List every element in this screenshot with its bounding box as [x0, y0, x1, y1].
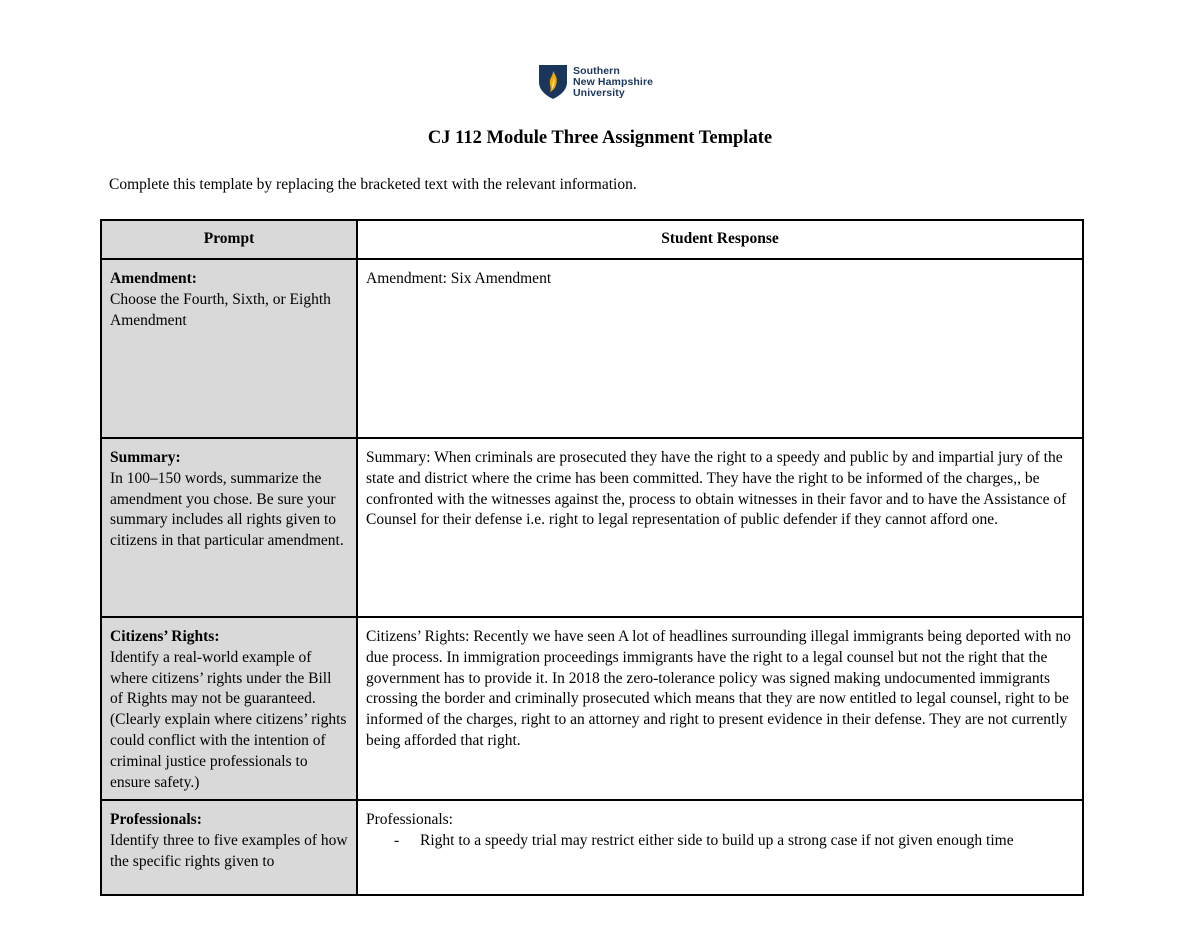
prompt-title: Professionals: — [110, 811, 202, 828]
prompt-text: Choose the Fourth, Sixth, or Eighth Amendment — [110, 290, 331, 329]
table-header-row — [101, 220, 1083, 259]
response-text: Amendment: Six Amendment — [366, 270, 552, 287]
logo-line-3: University — [573, 86, 625, 99]
response-cell[interactable] — [357, 617, 1083, 800]
prompt-cell — [101, 800, 357, 895]
logo-line-2: New Hampshire — [573, 75, 654, 88]
response-cell[interactable] — [357, 800, 1083, 895]
table-row-amendment — [101, 259, 1083, 438]
prompt-column-header: Prompt — [101, 220, 357, 259]
prompt-cell — [101, 617, 357, 800]
prompt-text: Identify a real-world example of where citizens’ rights under the Bill of Rights may not be guaranteed. (Clearly explain where citizens’ rights could conflict with the intention of criminal justice professionals to ensure safety.) — [110, 648, 347, 791]
response-text: Citizens’ Rights: Recently we have seen A lot of headlines surrounding illegal immigrants being deported with no due process. In immigration proceedings immigrants have the right to a legal counsel but not the right that the government has to provide it. In 2018 the zero-tolerance policy was signed making undocumented immigrants crossing the border and criminally prosecuted which means that they are now entitled to legal counsel, right to be informed of the charges, right to an attorney and right to present evidence in their defense. They are not currently being afforded that right. — [366, 628, 1071, 749]
response-cell[interactable] — [357, 438, 1083, 617]
prompt-title: Summary: — [110, 449, 181, 466]
prompt-text: In 100–150 words, summarize the amendment you chose. Be sure your summary includes all rights given to citizens in that particular amendment. — [110, 469, 344, 550]
response-text: Summary: When criminals are prosecuted they have the right to a speedy and public by and impartial jury of the state and district where the crime has been committed. They have the right to be informed of the charges,, be confronted with the witnesses against the, process to obtain witnesses in their favor and to have the Assistance of Counsel for their defense i.e. right to legal representation of public defender if they cannot afford one. — [366, 449, 1067, 529]
prompt-cell — [101, 259, 357, 438]
university-logo — [538, 64, 653, 100]
table-row-professionals — [101, 800, 1083, 895]
document-title: CJ 112 Module Three Assignment Template — [427, 128, 773, 148]
prompt-title: Citizens’ Rights: — [110, 628, 220, 645]
prompt-text: Identify three to five examples of how the specific rights given to — [110, 831, 348, 870]
list-item — [394, 831, 1074, 852]
response-column-header: Student Response — [357, 220, 1083, 259]
prompt-cell — [101, 438, 357, 617]
prompt-title: Amendment: — [110, 270, 197, 287]
table-row-citizens-rights — [101, 617, 1083, 800]
instruction-text: Complete this template by replacing the bracketed text with the relevant information. — [109, 176, 637, 193]
assignment-table — [100, 219, 1084, 896]
list-item-text: Right to a speedy trial may restrict either side to build up a strong case if not given enough time — [420, 831, 1014, 849]
table-row-summary — [101, 438, 1083, 617]
response-list — [366, 831, 1074, 852]
logo-line-1: Southern — [573, 64, 620, 77]
response-cell[interactable] — [357, 259, 1083, 438]
flame-shield-icon — [538, 64, 568, 100]
university-name — [573, 66, 653, 99]
list-marker: - — [394, 831, 400, 849]
response-heading: Professionals: — [366, 811, 453, 828]
